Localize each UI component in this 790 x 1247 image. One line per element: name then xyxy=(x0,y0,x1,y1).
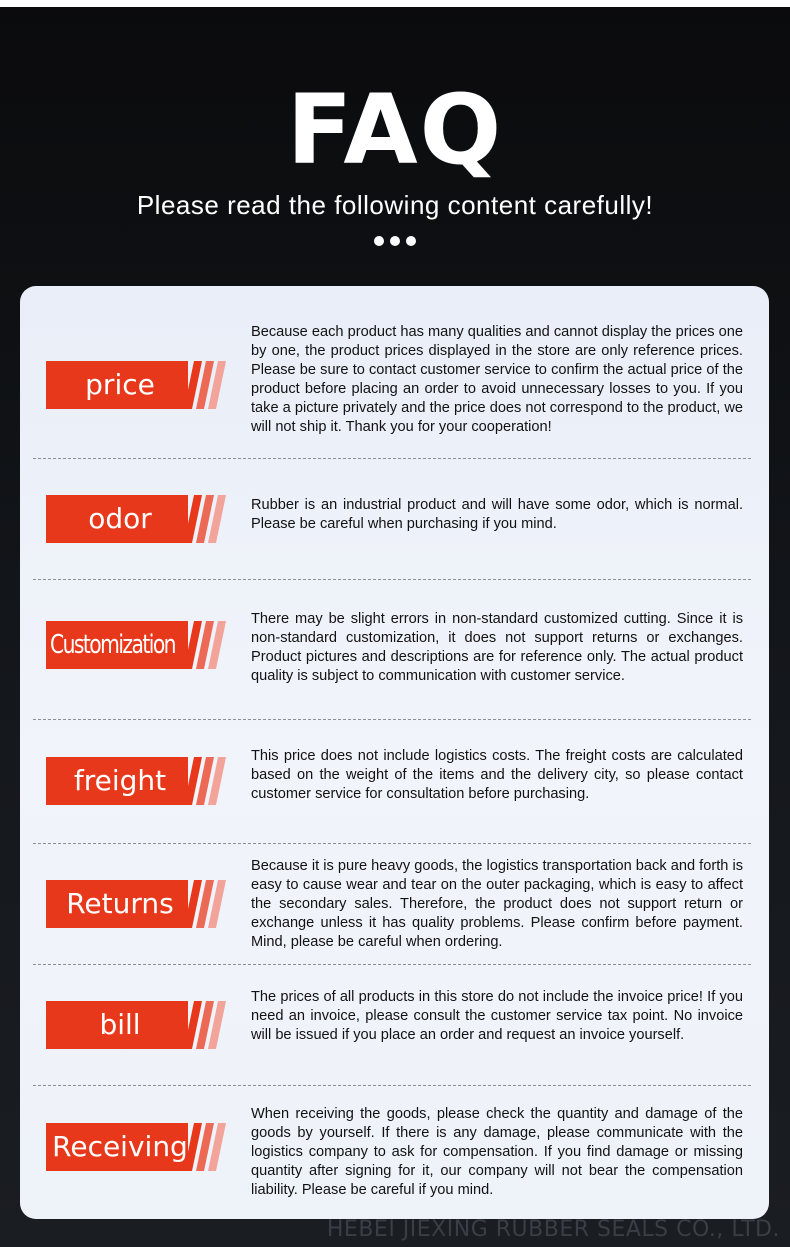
faq-row-returns xyxy=(20,844,769,964)
faq-row-bill xyxy=(20,965,769,1085)
tag-price xyxy=(46,361,230,409)
tag-customization xyxy=(46,621,230,669)
tag-returns xyxy=(46,880,230,928)
dot-icon xyxy=(374,236,384,246)
faq-answer: Because each product has many qualities and cannot display the prices one by one, the product prices displayed in the store are only reference prices. Please be sure to contact customer service to confirm the actual price of the product before placing an order to avoid unnecessary losses to you. If you take a picture privately and the price does not correspond to the product, we will not ship it. Thank you for your cooperation! xyxy=(251,324,743,435)
dots-divider xyxy=(0,236,790,246)
faq-answer: There may be slight errors in non-standard customized cutting. Since it is non-standard customization, it does not support returns or exchanges. Product pictures and descriptions are for reference only. The actual product quality is subject to communication with customer service. xyxy=(251,611,743,684)
faq-answer: The prices of all products in this store do not include the invoice price! If you need an invoice, please consult the customer service tax point. No invoice will be issued if you place an order and request an invoice yourself. xyxy=(251,989,743,1043)
dot-icon xyxy=(390,236,400,246)
tag-label: odor xyxy=(88,502,152,535)
tag-receiving xyxy=(46,1123,230,1171)
page-title: FAQ xyxy=(286,74,504,186)
tag-label: Receiving xyxy=(52,1130,188,1163)
tag-freight xyxy=(46,757,230,805)
top-border xyxy=(0,0,790,7)
faq-row-odor xyxy=(20,459,769,579)
faq-card xyxy=(20,286,769,1219)
faq-answer: This price does not include logistics costs. The freight costs are calculated based on the weight of the items and the delivery city, so please contact customer service for consultation before purchasing. xyxy=(251,748,743,802)
faq-row-price xyxy=(20,286,769,458)
tag-label: freight xyxy=(73,764,167,797)
faq-row-receiving xyxy=(20,1086,769,1219)
faq-row-customization xyxy=(20,580,769,719)
tag-label: bill xyxy=(99,1008,141,1041)
tag-label: Customization xyxy=(50,630,175,660)
company-watermark: HEBEI JIEXING RUBBER SEALS CO., LTD. xyxy=(326,1217,780,1242)
faq-answer: Because it is pure heavy goods, the logistics transportation back and forth is easy to cause wear and tear on the outer packaging, which is easy to affect the secondary sales. Therefore, the product does not support return or exchange unless it has quality problems. Please confirm before payment. Mind, please be careful when ordering. xyxy=(251,858,743,950)
page-subtitle: Please read the following content carefully! xyxy=(136,190,654,220)
tag-bill xyxy=(46,1001,230,1049)
faq-answer: Rubber is an industrial product and will have some odor, which is normal. Please be careful when purchasing if you mind. xyxy=(251,497,743,532)
tag-odor xyxy=(46,495,230,543)
tag-label: price xyxy=(85,368,155,401)
dot-icon xyxy=(406,236,416,246)
tag-label: Returns xyxy=(66,887,174,920)
faq-row-freight xyxy=(20,720,769,843)
faq-answer: When receiving the goods, please check the quantity and damage of the goods by yourself. If there is any damage, please communicate with the logistics company to ask for compensation. If you find damage or missing quantity after signing for it, our company will not bear the compensation liability. Please be careful if you mind. xyxy=(251,1106,743,1198)
